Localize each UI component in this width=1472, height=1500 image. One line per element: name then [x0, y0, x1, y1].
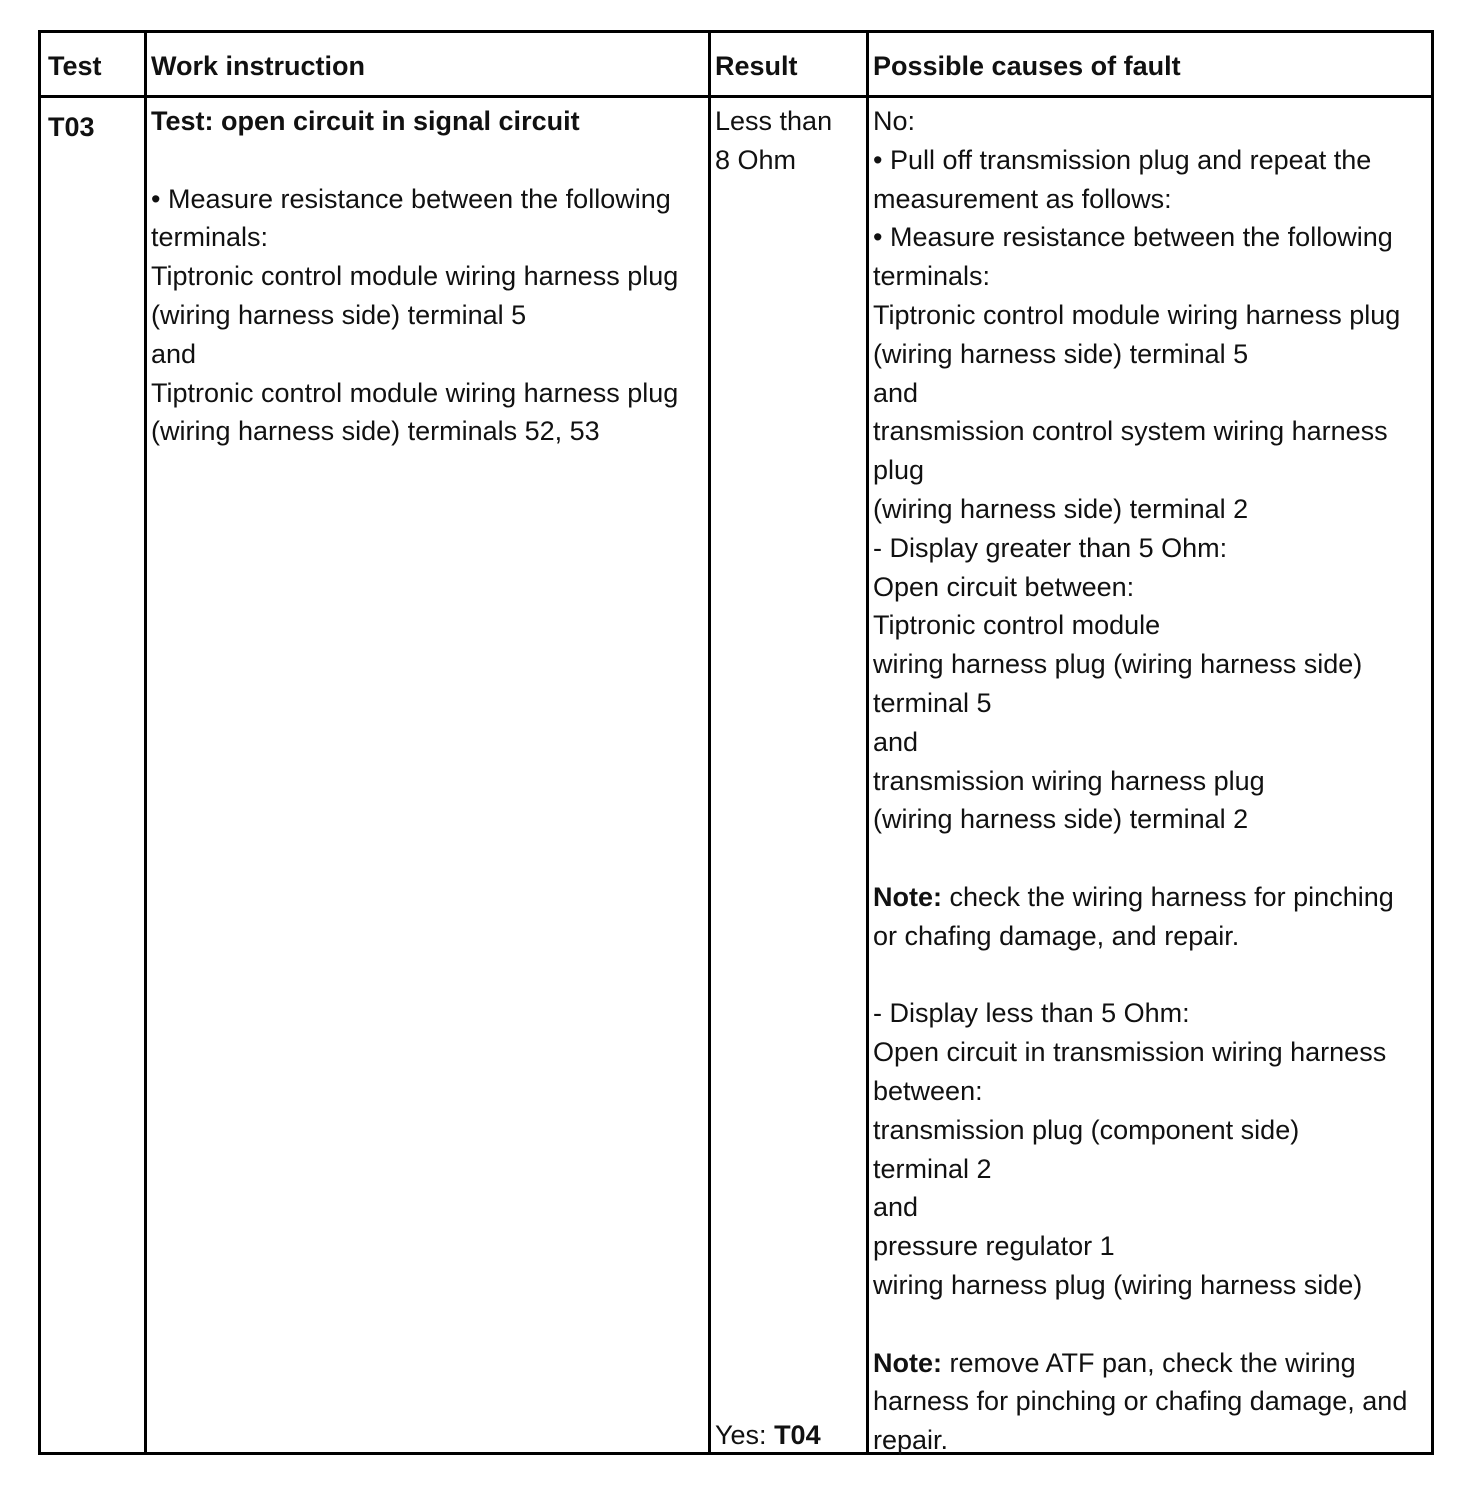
- result-yes: [715, 1416, 863, 1455]
- result-line: Less than: [715, 106, 833, 136]
- note-line: [873, 1344, 1428, 1383]
- possible-causes-cell: [873, 102, 1428, 1460]
- header-divider: [41, 95, 1431, 98]
- cause-line: and: [873, 1192, 919, 1223]
- note-label: Note:: [873, 881, 942, 912]
- header-work-instruction: Work instruction: [151, 51, 366, 81]
- cause-line: • Measure resistance between the following: [873, 222, 1393, 253]
- note-line: harness for pinching or chafing damage, and: [873, 1386, 1408, 1417]
- cause-line: and: [873, 726, 919, 757]
- column-divider: [708, 33, 711, 1452]
- cause-line: pressure regulator 1: [873, 1231, 1115, 1262]
- fault-table: [38, 30, 1434, 1455]
- note-text: check the wiring harness for pinching: [942, 881, 1394, 912]
- cause-line: measurement as follows:: [873, 183, 1172, 214]
- cause-line: Open circuit in transmission wiring harness: [873, 1037, 1387, 1068]
- note-line: repair.: [873, 1425, 949, 1456]
- cause-line: Tiptronic control module: [873, 610, 1161, 641]
- result-line: 8 Ohm: [715, 144, 797, 175]
- column-divider: [144, 33, 147, 1452]
- work-instruction-cell: [151, 102, 701, 451]
- header-test: Test: [48, 51, 102, 81]
- cause-line: Tiptronic control module wiring harness plug: [873, 299, 1401, 330]
- cause-line: wiring harness plug (wiring harness side): [873, 649, 1363, 680]
- instruction-line: Tiptronic control module wiring harness plug: [151, 377, 679, 408]
- spacer: [873, 1305, 1428, 1344]
- note-label: Note:: [873, 1347, 942, 1378]
- result-yes-target: T04: [774, 1420, 821, 1450]
- cause-line: terminal 5: [873, 687, 992, 718]
- header-result: Result: [715, 51, 798, 81]
- cause-line: between:: [873, 1075, 983, 1106]
- header-possible-causes: Possible causes of fault: [873, 51, 1181, 81]
- column-divider: [866, 33, 869, 1452]
- result-cell: [715, 102, 863, 180]
- cause-line: terminals:: [873, 261, 991, 292]
- instruction-line: Tiptronic control module wiring harness plug: [151, 261, 679, 292]
- cause-line: transmission plug (component side): [873, 1114, 1300, 1145]
- note-line: [873, 878, 1428, 917]
- cause-line: transmission wiring harness plug: [873, 765, 1265, 796]
- cause-line: terminal 2: [873, 1153, 992, 1184]
- cause-line: plug: [873, 455, 925, 486]
- instruction-line: and: [151, 338, 197, 369]
- cause-line: - Display less than 5 Ohm:: [873, 998, 1190, 1029]
- cause-line: transmission control system wiring harness: [873, 416, 1388, 447]
- cause-line: (wiring harness side) terminal 2: [873, 804, 1249, 835]
- cause-line: - Display greater than 5 Ohm:: [873, 532, 1228, 563]
- instruction-title: Test: open circuit in signal circuit: [151, 106, 580, 136]
- cause-line: Open circuit between:: [873, 571, 1135, 602]
- instruction-line: terminals:: [151, 222, 269, 253]
- result-yes-label: Yes:: [715, 1420, 775, 1450]
- cause-line: (wiring harness side) terminal 2: [873, 493, 1249, 524]
- spacer: [873, 956, 1428, 995]
- test-id: T03: [48, 112, 95, 142]
- note-text: remove ATF pan, check the wiring: [942, 1347, 1356, 1378]
- cause-line: No:: [873, 106, 916, 136]
- note-line: or chafing damage, and repair.: [873, 920, 1240, 951]
- cause-line: wiring harness plug (wiring harness side): [873, 1269, 1363, 1300]
- instruction-line: • Measure resistance between the following: [151, 183, 671, 214]
- spacer: [873, 839, 1428, 878]
- cause-line: (wiring harness side) terminal 5: [873, 338, 1249, 369]
- instruction-line: (wiring harness side) terminal 5: [151, 299, 527, 330]
- instruction-line: (wiring harness side) terminals 52, 53: [151, 416, 600, 447]
- cause-line: and: [873, 377, 919, 408]
- spacer: [151, 141, 701, 180]
- cause-line: • Pull off transmission plug and repeat the: [873, 144, 1372, 175]
